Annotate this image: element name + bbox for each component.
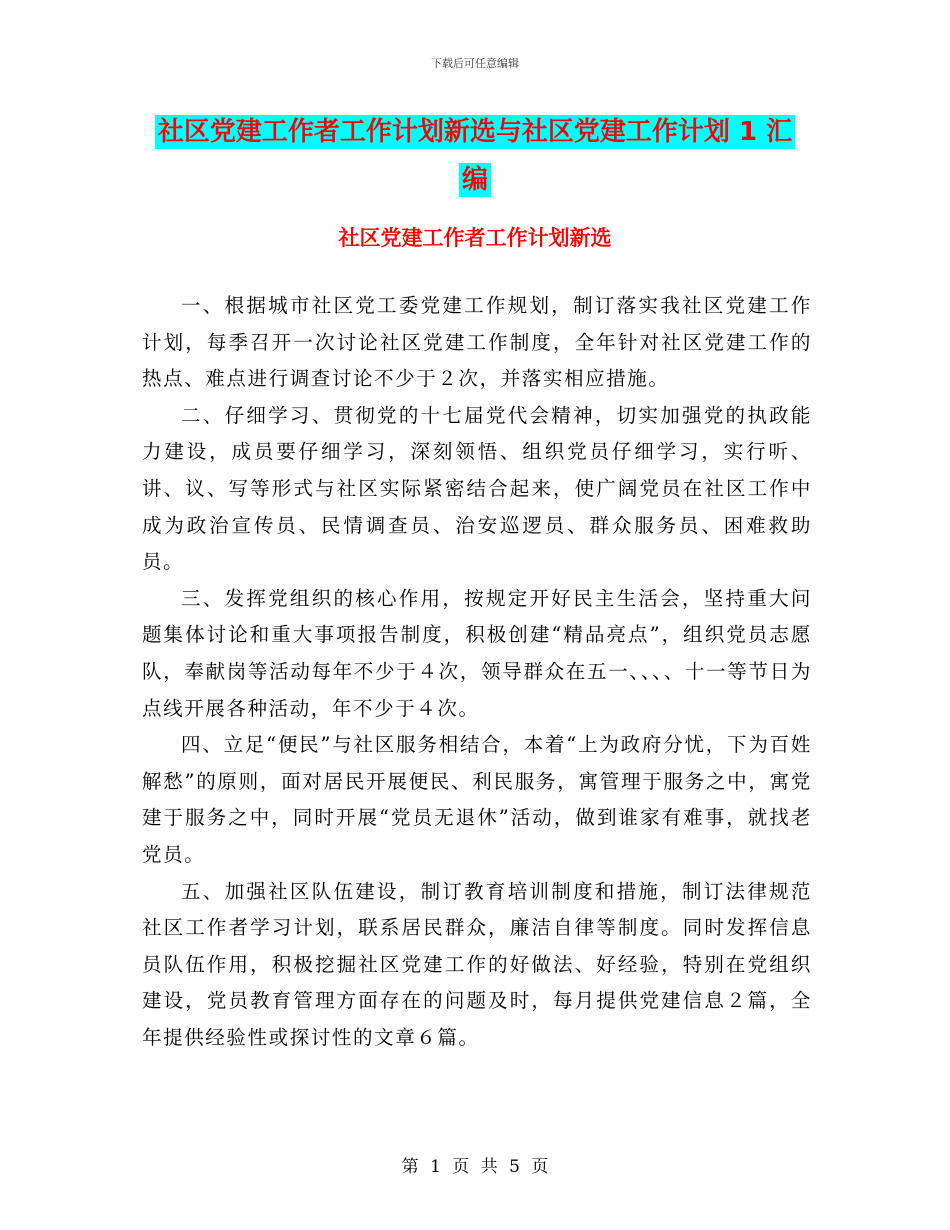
paragraph-2: 二、仔细学习、贯彻党的十七届党代会精神，切实加强党的执政能力建设，成员要仔细学习，深刻领悟、组织党员仔细学习，实行听、讲、议、写等形式与社区实际紧密结合起来，使广阔党员在社区工作中成为政治宣传员、民情调查员、治安巡逻员、群众服务员、困难救助员。 bbox=[142, 403, 812, 574]
section-title: 社区党建工作者工作计划新选 bbox=[338, 226, 612, 250]
paragraph-3: 三、发挥党组织的核心作用，按规定开好民主生活会，坚持重大问题集体讨论和重大事项报告制度，积极创建“精品亮点”，组织党员志愿队，奉献岗等活动每年不少于４次，领导群众在五一、、、、十一等节日为点线开展各种活动，年不少于４次。 bbox=[142, 586, 812, 720]
document-title-text: 社区党建工作者工作计划新选与社区党建工作计划 1 汇编 bbox=[155, 115, 795, 197]
paragraph-4: 四、立足“便民”与社区服务相结合，本着“上为政府分忧，下为百姓解愁”的原则，面对居民开展便民、利民服务，寓管理于服务之中，寓党建于服务之中，同时开展“党员无退休”活动，做到谁家有难事，就找老党员。 bbox=[142, 733, 812, 866]
page-footer-number: 第 1 页 共 5 页 bbox=[401, 1157, 549, 1177]
document-title bbox=[150, 108, 800, 204]
document-body bbox=[142, 288, 812, 1056]
page-header-note: 下载后可任意编辑 bbox=[431, 57, 519, 70]
paragraph-5: 五、加强社区队伍建设，制订教育培训制度和措施，制订法律规范社区工作者学习计划，联系居民群众，廉洁自律等制度。同时发挥信息员队伍作用，积极挖掘社区党建工作的好做法、好经验，特别在党组织建设，党员教育管理方面存在的问题及时，每月提供党建信息２篇，全年提供经验性或探讨性的文章６篇。 bbox=[142, 879, 812, 1049]
paragraph-1: 一、根据城市社区党工委党建工作规划，制订落实我社区党建工作计划，每季召开一次讨论社区党建工作制度，全年针对社区党建工作的热点、难点进行调查讨论不少于２次，并落实相应措施。 bbox=[142, 294, 812, 391]
